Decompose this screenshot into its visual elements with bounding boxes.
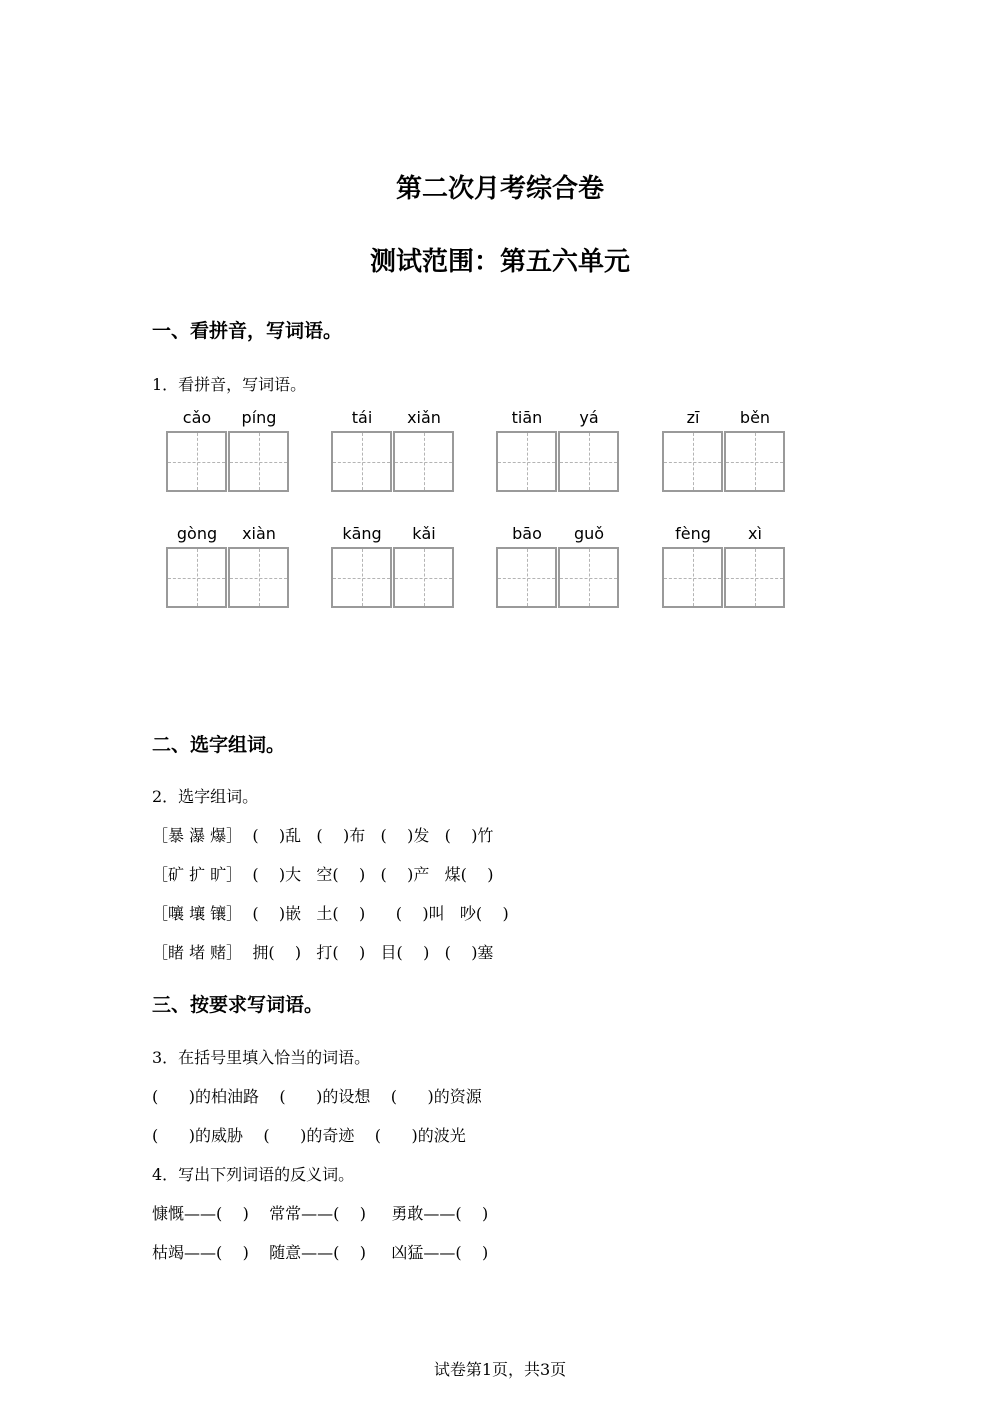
section-heading-1: 一、看拼音，写词语。 bbox=[152, 320, 343, 342]
antonym-row-1: 慷慨——( ) 常常——( ) 勇敢——( ) bbox=[152, 1204, 489, 1223]
writing-box[interactable] bbox=[393, 547, 454, 608]
page-title: 第二次月考综合卷 bbox=[395, 174, 604, 204]
pinyin-label: xiàn bbox=[242, 524, 276, 543]
writing-box[interactable] bbox=[496, 547, 557, 608]
writing-box[interactable] bbox=[724, 431, 785, 492]
writing-box[interactable] bbox=[166, 431, 227, 492]
writing-box[interactable] bbox=[662, 547, 723, 608]
writing-box[interactable] bbox=[496, 431, 557, 492]
writing-box[interactable] bbox=[662, 431, 723, 492]
pinyin-label: kāng bbox=[342, 524, 382, 543]
writing-box[interactable] bbox=[558, 547, 619, 608]
pinyin-label: gòng bbox=[176, 524, 218, 543]
pinyin-label: tái bbox=[351, 408, 373, 427]
pinyin-label: xiǎn bbox=[407, 408, 441, 427]
pinyin-label: bāo bbox=[512, 524, 542, 543]
fill-row-1: ( )的柏油路 ( )的设想 ( )的资源 bbox=[152, 1087, 482, 1106]
writing-box[interactable] bbox=[166, 547, 227, 608]
choose-row-3: ［嚷 壤 镶］ ( )嵌 土( ) ( )叫 吵( ) bbox=[152, 904, 509, 923]
fill-row-2: ( )的威胁 ( )的奇迹 ( )的波光 bbox=[152, 1126, 466, 1145]
pinyin-label: yá bbox=[579, 408, 599, 427]
writing-box[interactable] bbox=[331, 547, 392, 608]
pinyin-label: zī bbox=[686, 408, 700, 427]
pinyin-label: kǎi bbox=[412, 524, 436, 543]
antonym-row-2: 枯竭——( ) 随意——( ) 凶猛——( ) bbox=[152, 1243, 489, 1262]
choose-row-2: ［矿 扩 旷］ ( )大 空( ) ( )产 煤( ) bbox=[152, 865, 494, 884]
pinyin-label: běn bbox=[739, 408, 771, 427]
writing-box[interactable] bbox=[228, 431, 289, 492]
page-subtitle: 测试范围：第五六单元 bbox=[369, 247, 630, 277]
section-heading-2: 二、选字组词。 bbox=[152, 734, 286, 756]
choose-row-4: ［睹 堵 赌］ 拥( ) 打( ) 目( ) ( )塞 bbox=[152, 943, 494, 962]
pinyin-label: guǒ bbox=[573, 524, 605, 543]
pinyin-label: píng bbox=[241, 408, 277, 427]
writing-box[interactable] bbox=[558, 431, 619, 492]
question-1: 1．看拼音，写词语。 bbox=[152, 375, 307, 394]
question-2: 2．选字组词。 bbox=[152, 787, 259, 806]
writing-box[interactable] bbox=[331, 431, 392, 492]
pinyin-label: cǎo bbox=[182, 408, 212, 427]
writing-box[interactable] bbox=[228, 547, 289, 608]
page-footer: 试卷第1页，共3页 bbox=[433, 1360, 567, 1379]
choose-row-1: ［暴 瀑 爆］ ( )乱 ( )布 ( )发 ( )竹 bbox=[152, 826, 494, 845]
section-heading-3: 三、按要求写词语。 bbox=[152, 994, 324, 1016]
writing-box[interactable] bbox=[724, 547, 785, 608]
writing-box[interactable] bbox=[393, 431, 454, 492]
pinyin-label: fèng bbox=[675, 524, 711, 543]
question-3: 3．在括号里填入恰当的词语。 bbox=[152, 1048, 371, 1067]
question-4: 4．写出下列词语的反义词。 bbox=[152, 1165, 355, 1184]
pinyin-label: tiān bbox=[511, 408, 543, 427]
pinyin-label: xì bbox=[748, 524, 762, 543]
